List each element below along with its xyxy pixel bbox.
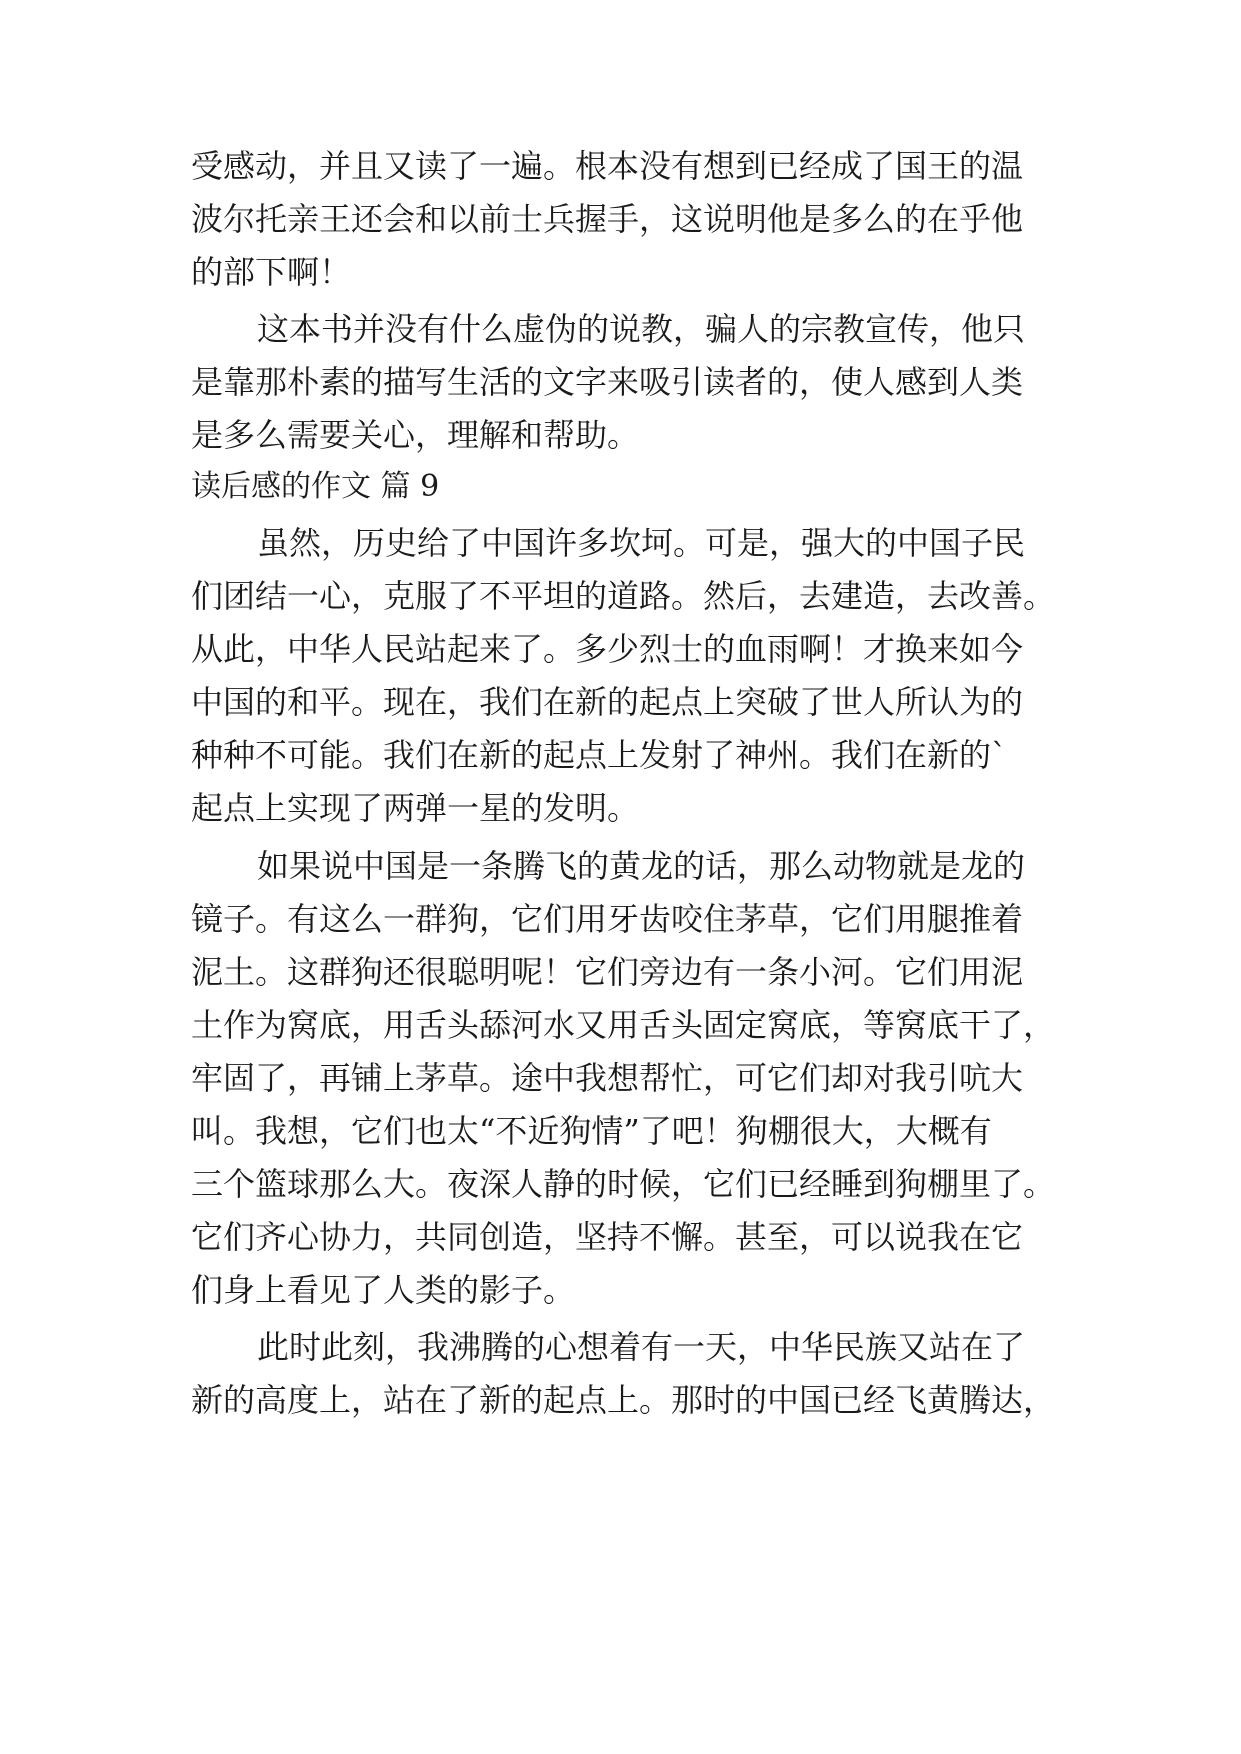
paragraph-5-line-1: 此时此刻，我沸腾的心想着有一天，中华民族又站在了 <box>257 1328 1026 1366</box>
paragraph-4-line-2: 镜子。有这么一群狗，它们用牙齿咬住茅草，它们用腿推着 <box>191 900 1024 938</box>
section-heading: 读后感的作文 篇 9 <box>191 469 440 504</box>
paragraph-2-line-3: 是多么需要关心，理解和帮助。 <box>191 416 640 454</box>
paragraph-4-line-3: 泥土。这群狗还很聪明呢！它们旁边有一条小河。它们用泥 <box>191 953 1024 991</box>
paragraph-4-line-4: 土作为窝底，用舌头舔河水又用舌头固定窝底，等窝底干了， <box>191 1006 1056 1044</box>
paragraph-3-line-4: 中国的和平。现在，我们在新的起点上突破了世人所认为的 <box>191 683 1024 721</box>
paragraph-4-line-9: 们身上看见了人类的影子。 <box>191 1271 576 1309</box>
paragraph-4-line-8: 它们齐心协力，共同创造，坚持不懈。甚至，可以说我在它 <box>191 1218 1024 1256</box>
paragraph-3-line-1: 虽然，历史给了中国许多坎坷。可是，强大的中国子民 <box>257 524 1026 562</box>
paragraph-4-line-6: 叫。我想，它们也太“不近狗情”了吧！狗棚很大，大概有 <box>191 1112 992 1150</box>
paragraph-2-line-1: 这本书并没有什么虚伪的说教，骗人的宗教宣传，他只 <box>257 310 1026 348</box>
paragraph-4-line-5: 牢固了，再铺上茅草。途中我想帮忙，可它们却对我引吭大 <box>191 1059 1024 1097</box>
paragraph-1-line-2: 波尔托亲王还会和以前士兵握手，这说明他是多么的在乎他 <box>191 200 1024 238</box>
paragraph-5-line-2: 新的高度上，站在了新的起点上。那时的中国已经飞黄腾达， <box>191 1381 1056 1419</box>
paragraph-4-line-7: 三个篮球那么大。夜深人静的时候，它们已经睡到狗棚里了。 <box>191 1165 1056 1203</box>
paragraph-3-line-5: 种种不可能。我们在新的起点上发射了神州。我们在新的` <box>191 736 1008 774</box>
paragraph-2-line-2: 是靠那朴素的描写生活的文字来吸引读者的，使人感到人类 <box>191 363 1024 401</box>
paragraph-4-line-1: 如果说中国是一条腾飞的黄龙的话，那么动物就是龙的 <box>257 847 1026 885</box>
paragraph-3-line-2: 们团结一心，克服了不平坦的道路。然后，去建造，去改善。 <box>191 577 1056 615</box>
paragraph-3-line-6: 起点上实现了两弹一星的发明。 <box>191 789 640 827</box>
paragraph-1-line-1: 受感动，并且又读了一遍。根本没有想到已经成了国王的温 <box>191 147 1024 185</box>
paragraph-3-line-3: 从此，中华人民站起来了。多少烈士的血雨啊！才换来如今 <box>191 630 1024 668</box>
paragraph-1-line-3: 的部下啊！ <box>191 253 352 291</box>
